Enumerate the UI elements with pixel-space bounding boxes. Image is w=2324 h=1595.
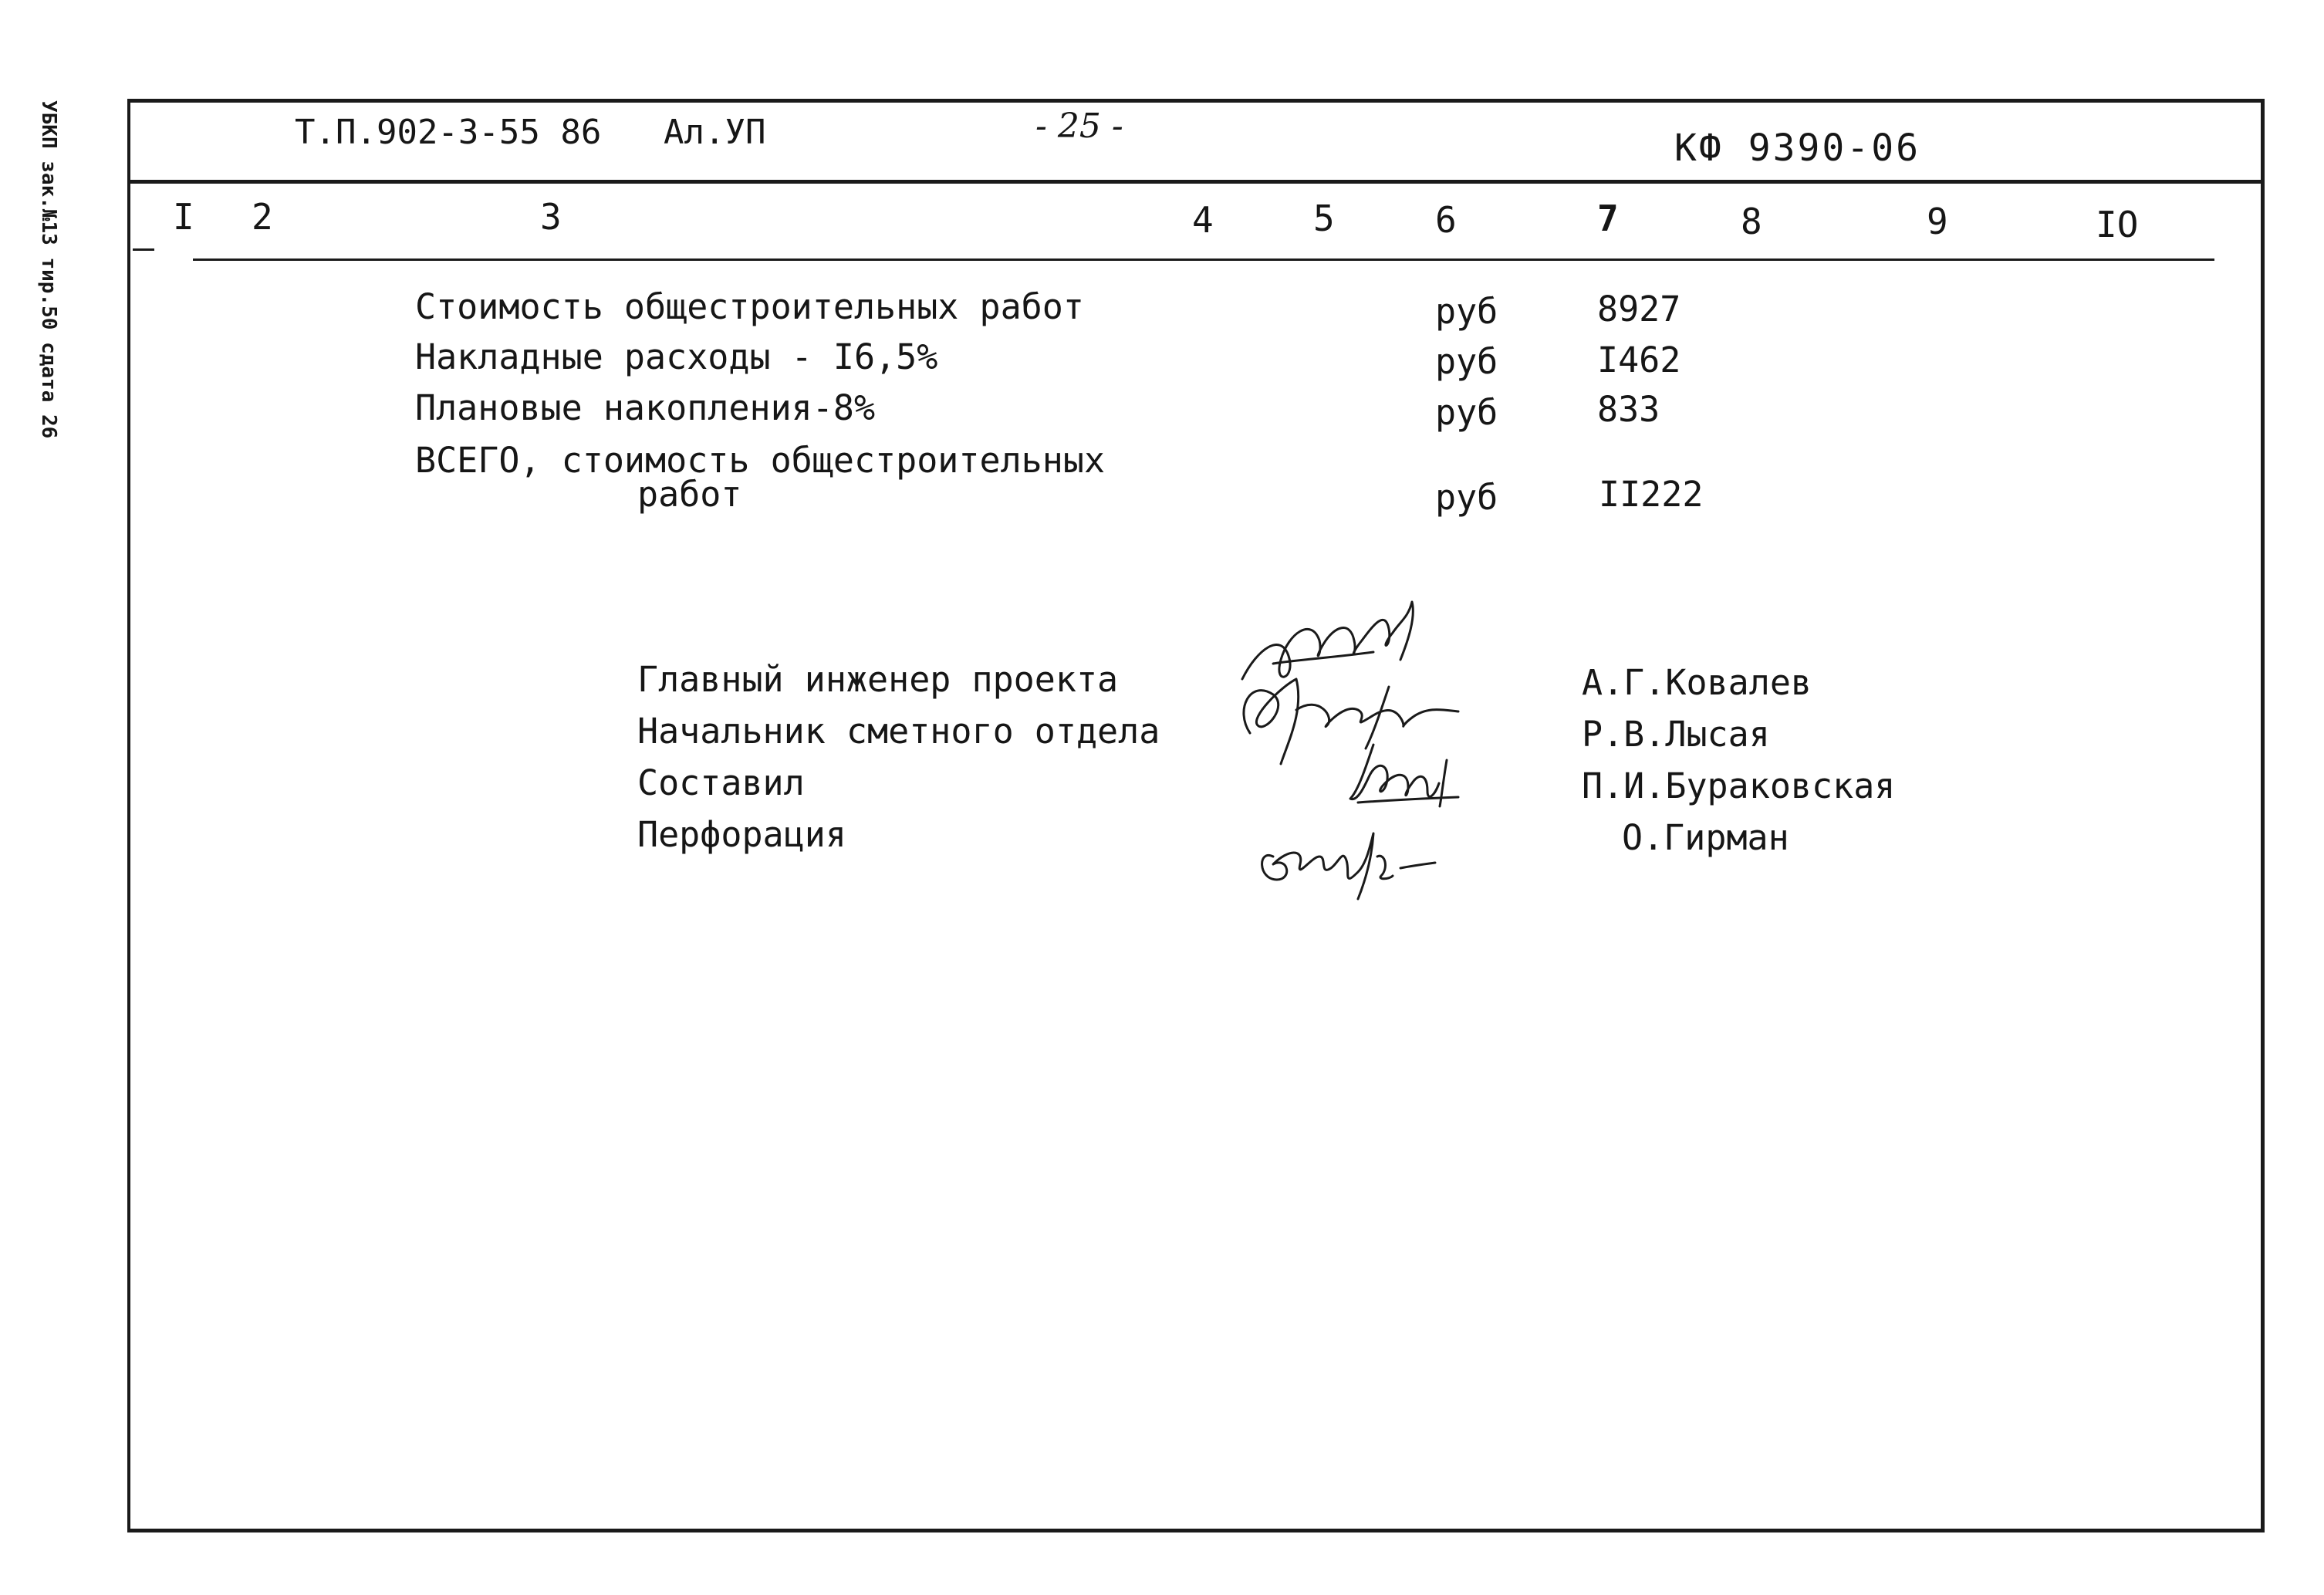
column-header-divider	[193, 259, 2214, 261]
cost-value: 833	[1597, 389, 1660, 430]
signatory-role: Начальник сметного отдела	[637, 711, 1160, 752]
column-number: IO	[2096, 204, 2139, 245]
signature-perforation	[1242, 803, 1443, 903]
album-label: Ал.УП	[664, 113, 766, 152]
signatory-role: Составил	[637, 762, 805, 803]
column-number: 5	[1313, 198, 1335, 239]
cost-label: ВСЕГО, стоимость общестроительных	[415, 440, 1106, 481]
cost-value: II222	[1599, 474, 1704, 515]
page-number: - 25 -	[1035, 106, 1123, 146]
cost-value: I462	[1597, 340, 1681, 380]
signature-compiler	[1343, 729, 1481, 814]
signatory-role: Главный инженер проекта	[637, 659, 1119, 700]
column-number: 8	[1741, 201, 1762, 242]
column-number: 4	[1192, 199, 1214, 241]
cost-unit: руб	[1435, 341, 1498, 382]
side-stamp: УБКП зак.№13 тир.50 сдата 26	[37, 100, 60, 439]
column-number: 3	[540, 196, 562, 238]
signatory-role: Перфорация	[637, 814, 846, 855]
column-number: 7	[1597, 198, 1619, 239]
cost-label: Стоимость общестроительных работ	[415, 286, 1084, 327]
signatory-name: О.Гирман	[1622, 817, 1789, 858]
column-number: 9	[1927, 201, 1948, 242]
cost-label: Плановые накопления-8%	[415, 387, 876, 428]
sheet-code: КФ 9390-06	[1674, 127, 1920, 170]
cost-unit: руб	[1435, 477, 1498, 518]
column-number: 6	[1435, 199, 1457, 241]
signatory-name: А.Г.Ковалев	[1582, 662, 1812, 703]
cost-label-continuation: работ	[637, 474, 742, 515]
column-number: 2	[252, 196, 273, 238]
signatory-name: П.И.Бураковская	[1582, 765, 1896, 806]
cost-value: 8927	[1597, 289, 1681, 329]
column-header-tick	[133, 248, 154, 251]
signatory-name: Р.В.Лысая	[1582, 714, 1770, 755]
cost-label: Накладные расходы - I6,5%	[415, 336, 938, 377]
header-divider	[127, 180, 2265, 184]
cost-unit: руб	[1435, 392, 1498, 433]
project-code: Т.П.902-3-55 86	[295, 113, 602, 152]
column-number: I	[173, 196, 194, 238]
cost-unit: руб	[1435, 291, 1498, 332]
